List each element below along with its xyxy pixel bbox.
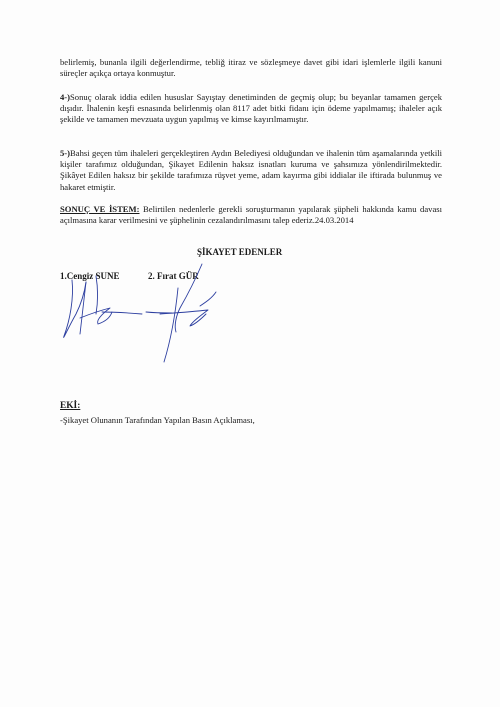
- result-heading: SONUÇ VE İSTEM:: [60, 204, 140, 214]
- paragraph-4: [60, 92, 442, 126]
- paragraph-5: [60, 148, 442, 193]
- signer-2-name: 2. Fırat GÜR: [148, 271, 199, 281]
- signatures-image: [50, 258, 270, 378]
- signer-1-name: 1.Cengiz SUNE: [60, 271, 120, 281]
- result-paragraph: [60, 204, 442, 226]
- paragraph-4-number: 4-): [60, 92, 71, 102]
- complainants-title: ŞİKAYET EDENLER: [197, 247, 283, 257]
- attachment-item: -Şikayet Olunanın Tarafından Yapılan Basın Açıklaması,: [60, 415, 255, 425]
- attachments-title: EKİ:: [60, 401, 81, 411]
- signature-2: [146, 264, 216, 362]
- paragraph-4-text: Sonuç olarak iddia edilen hususlar Sayıştay denetiminden de geçmiş olup; bu beyanlar tamamen gerçek dışıdır. İhalenin keşfi esnasında belirlenmiş olan 8117 adet bitki fidanı için ödeme yapılmamış; ihaleler açık şekilde ve tamamen mevzuata uygun yapılmış ve kimse kayırılmamıştır.: [60, 92, 442, 125]
- signature-1: [64, 276, 142, 337]
- intro-paragraph: belirlemiş, bunanla ilgili değerlendirme, tebliğ itiraz ve sözleşmeye davet gibi idari işlemlerle ilgili kanuni süreçler açıkça ortaya konmuştur.: [60, 57, 442, 79]
- result-text: Belirtilen nedenlerle gerekli soruşturmanın yapılarak şüpheli hakkında kamu davası açılmasına karar verilmesini ve şüphelinin cezalandırılmasını talep ederiz.24.03.2014: [60, 204, 442, 226]
- paragraph-5-text: Bahsi geçen tüm ihaleleri gerçekleştiren Aydın Belediyesi olduğundan ve ihalenin tüm aşamalarında yetkili kişiler tarafımız olduğundan, Şikayet Edilenin haksız isnatları kuruma ve şahsımıza yönlendirilmektedir. Şikâyet Edilen haksız bir şekilde tarafımıza rüşvet yeme, adam kayırma gibi iddialar ile iftirada bulunmuş ve hakaret etmiştir.: [60, 148, 442, 192]
- paragraph-5-number: 5-): [60, 148, 71, 158]
